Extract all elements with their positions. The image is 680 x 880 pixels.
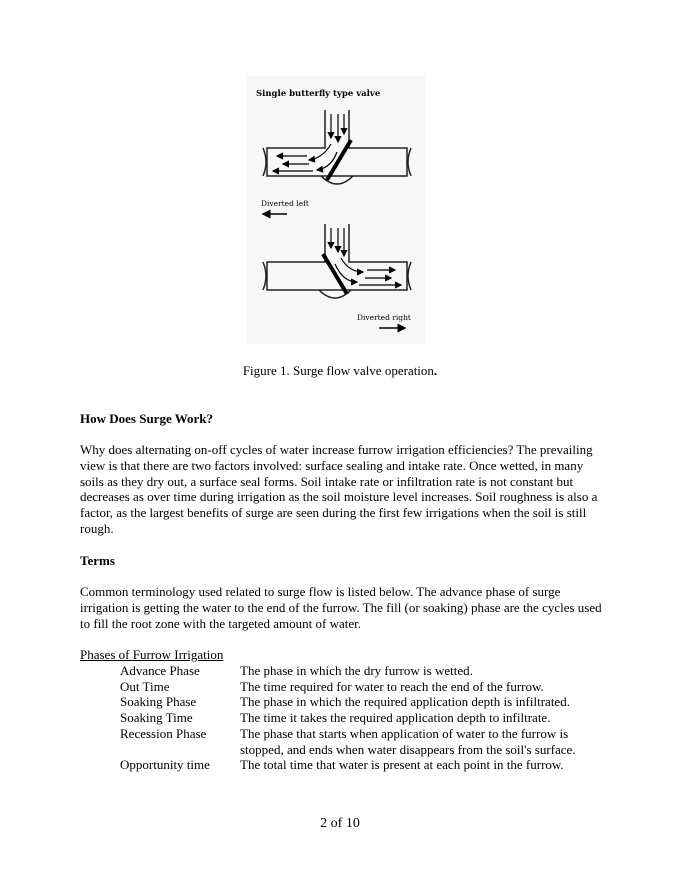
phases-title: Phases of Furrow Irrigation bbox=[80, 647, 224, 662]
terms-heading: Terms bbox=[80, 553, 115, 568]
phase-definition: The time it takes the required application depth to infiltrate. bbox=[240, 710, 551, 725]
how-heading: How Does Surge Work? bbox=[80, 411, 214, 426]
phase-definition: The total time that water is present at each point in the furrow. bbox=[240, 757, 564, 772]
phase-definition: The phase in which the required application depth is infiltrated. bbox=[240, 694, 570, 709]
phase-definition: The phase that starts when application of water to the furrow is stopped, and ends when water disappears from the soil's surface. bbox=[240, 726, 576, 757]
valve-diverted-left bbox=[263, 110, 411, 184]
phase-term: Out Time bbox=[120, 679, 170, 694]
figure-caption-text: Figure 1. Surge flow valve operation bbox=[242, 363, 434, 378]
phase-definition: The phase in which the dry furrow is wetted. bbox=[240, 663, 473, 678]
page-number: 2 of 10 bbox=[320, 816, 360, 831]
label-diverted-left: Diverted left bbox=[261, 199, 309, 208]
valve-diverted-right bbox=[263, 224, 411, 298]
phase-term: Recession Phase bbox=[120, 726, 207, 741]
valve-figure bbox=[247, 76, 425, 344]
how-paragraph: Why does alternating on-off cycles of water increase furrow irrigation efficiencies? The prevailing view is that there are two factors involved: surface sealing and intake rate. Once wetted, in many soils as they dry out, a surface seal forms. Soil intake rate or infiltration rate is not constant but decreases as over time during irrigation as the soil moisture level increases. Soil roughness is also a factor, as the largest benefits of surge are seen during the first few irrigations when the soil is still rough. bbox=[80, 442, 598, 536]
terms-paragraph: Common terminology used related to surge flow is listed below. The advance phase of surge irrigation is getting the water to the end of the furrow. The fill (or soaking) phase are the cycles used to fill the root zone with the targeted amount of water. bbox=[80, 584, 602, 631]
figure-caption bbox=[0, 363, 680, 379]
phase-term: Soaking Phase bbox=[120, 694, 197, 709]
phase-term: Opportunity time bbox=[120, 757, 210, 772]
label-diverted-right: Diverted right bbox=[357, 313, 411, 322]
phase-definition: The time required for water to reach the end of the furrow. bbox=[240, 679, 544, 694]
figure-title: Single butterfly type valve bbox=[256, 89, 381, 99]
butterfly-valve-diagram bbox=[247, 76, 425, 344]
phase-term: Soaking Time bbox=[120, 710, 193, 725]
phase-term: Advance Phase bbox=[120, 663, 200, 678]
figure-caption-period: . bbox=[433, 363, 438, 378]
